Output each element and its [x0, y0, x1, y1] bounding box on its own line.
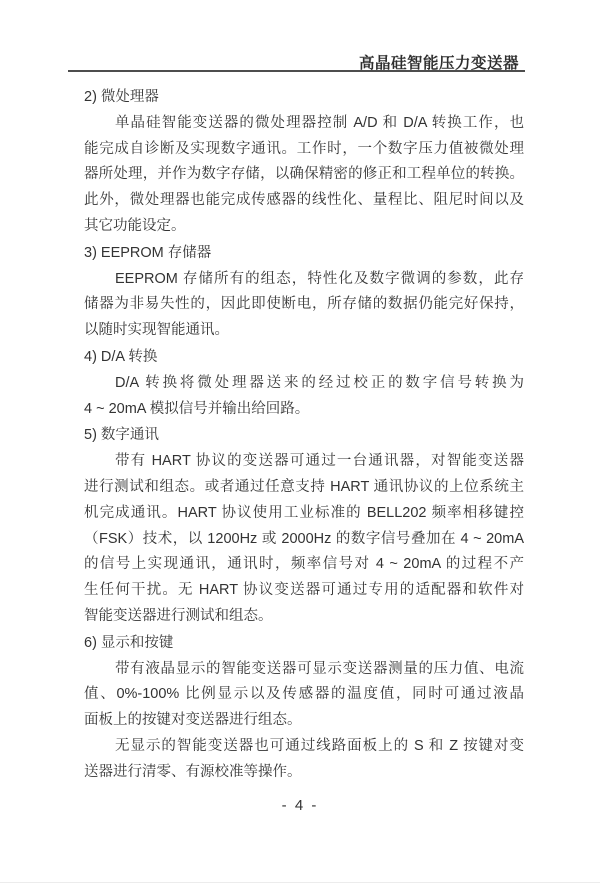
text-line: 无显示的智能变送器也可通过线路面板上的 S 和 Z 按键对变: [115, 737, 524, 754]
section: [84, 631, 524, 786]
text-line: 生任何干扰。无 HART 协议变送器可通过专用的适配器和软件对: [84, 582, 524, 599]
text-line: 4 ~ 20mA 模拟信号并输出给回路。: [84, 400, 310, 417]
text-line: 器所处理，并作为数字存储，以确保精密的修正和工程单位的转换。: [84, 166, 524, 183]
paragraph: [84, 371, 524, 423]
section-heading: 4) D/A 转换: [84, 348, 158, 365]
section-heading: 3) EEPROM 存储器: [84, 244, 212, 261]
section: [84, 423, 524, 629]
text-line: 其它功能设定。: [84, 217, 186, 234]
text-line: 单晶硅智能变送器的微处理器控制 A/D 和 D/A 转换工作，也: [115, 114, 524, 131]
section: [84, 241, 524, 344]
section-heading: 5) 数字通讯: [84, 427, 159, 444]
text-line: 进行测试和组态。或者通过任意支持 HART 通讯协议的上位系统主: [84, 478, 524, 495]
paragraph: [84, 657, 524, 734]
text-line: EEPROM 存储所有的组态，特性化及数字微调的参数，此存: [115, 270, 524, 287]
document-content: [84, 84, 524, 786]
text-line: 的信号上实现通讯，通讯时，频率信号对 4 ~ 20mA 的过程不产: [84, 556, 524, 573]
page-number: - 4 -: [281, 797, 319, 814]
section-heading: 2) 微处理器: [84, 89, 159, 105]
paragraph: [84, 267, 524, 344]
text-line: D/A 转换将微处理器送来的经过校正的数字信号转换为: [115, 374, 524, 391]
text-line: （FSK）技术，以 1200Hz 或 2000Hz 的数字信号叠加在 4 ~ 20mA: [84, 530, 524, 547]
text-line: 面板上的按键对变送器进行组态。: [84, 712, 302, 729]
paragraph: [84, 734, 524, 786]
text-line: 智能变送器进行测试和组态。: [84, 607, 273, 624]
text-line: 机完成通讯。HART 协议使用工业标准的 BELL202 频率相移键控: [84, 504, 524, 521]
section: [84, 345, 524, 422]
text-line: 带有液晶显示的智能变送器可显示变送器测量的压力值、电流: [115, 660, 524, 677]
text-line: 此外，微处理器也能完成传感器的线性化、量程比、阻尼时间以及: [84, 192, 524, 209]
header-title: 高晶硅智能压力变送器: [358, 55, 519, 72]
text-line: 以随时实现智能通讯。: [84, 322, 229, 339]
paragraph: [84, 111, 524, 240]
page-footer: [0, 797, 600, 814]
text-line: 储器为非易失性的，因此即使断电，所存储的数据仍能完好保持，: [84, 296, 524, 313]
section: [84, 85, 524, 240]
section-heading: 6) 显示和按键: [84, 634, 174, 651]
text-line: 带有 HART 协议的变送器可通过一台通讯器，对智能变送器: [115, 453, 524, 470]
text-line: 值、0%-100% 比例显示以及传感器的温度值，同时可通过液晶: [84, 686, 524, 703]
text-line: 送器进行清零、有源校准等操作。: [84, 763, 302, 780]
paragraph: [84, 449, 524, 630]
header-rule: [68, 70, 525, 72]
text-line: 能完成自诊断及实现数字通讯。工作时，一个数字压力值被微处理: [84, 140, 524, 157]
